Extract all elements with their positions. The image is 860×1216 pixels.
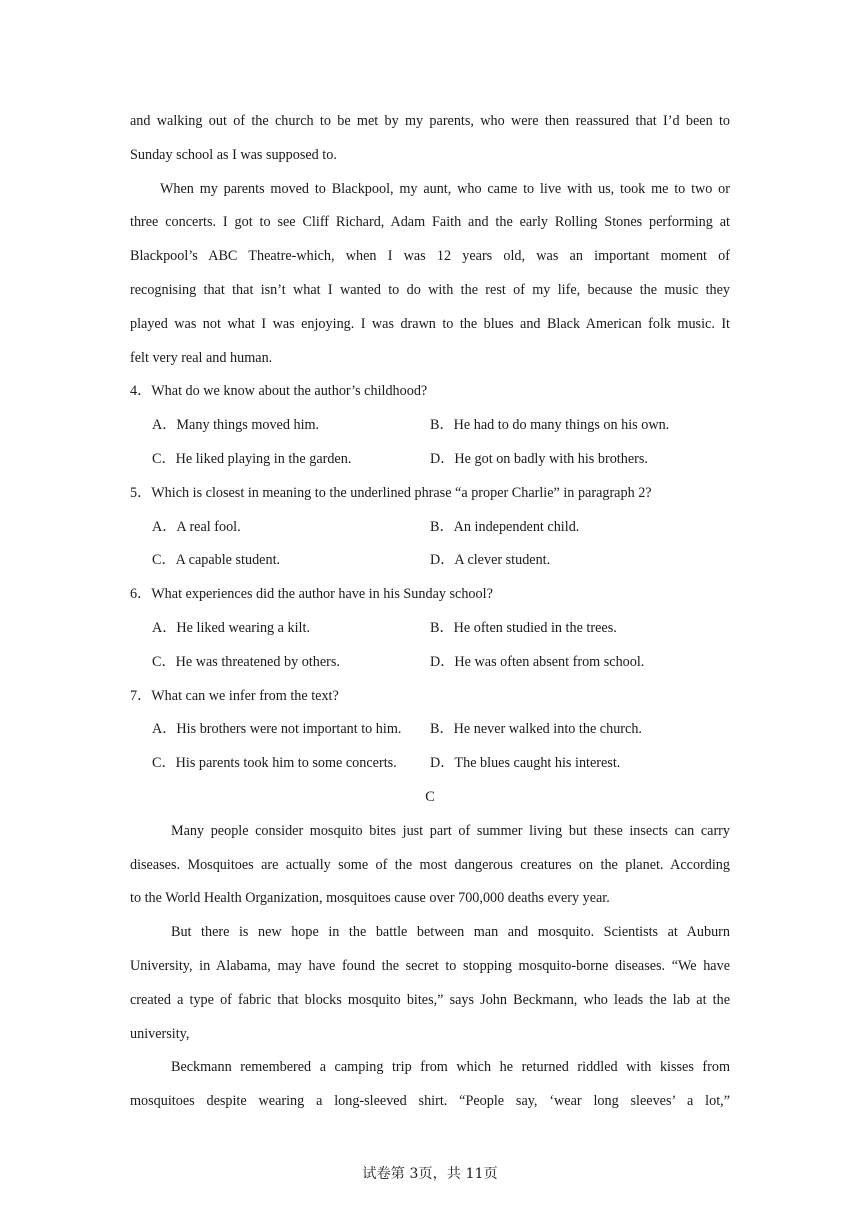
paragraph-beckmann: [130, 1051, 730, 1119]
option-d[interactable]: D．A clever student.: [430, 552, 551, 569]
paragraph-blackpool: [130, 173, 730, 376]
question-4: [130, 375, 730, 476]
option-c[interactable]: C．He was threatened by others.: [152, 653, 340, 670]
option-a[interactable]: A．His brothers were not important to him.: [152, 721, 402, 738]
text-line: to the World Health Organization, mosquitoes cause over 700,000 deaths every year.: [130, 890, 610, 907]
text-line: diseases. Mosquitoes are actually some of the most dangerous creatures on the planet. According: [130, 856, 730, 873]
text-line: three concerts. I got to see Cliff Richard, Adam Faith and the early Rolling Stones performing at: [130, 214, 730, 231]
option-row: [130, 646, 730, 680]
question-stem: 7．What can we infer from the text?: [130, 687, 339, 704]
text-line: Sunday school as I was supposed to.: [130, 146, 337, 163]
question-stem: 5．Which is closest in meaning to the underlined phrase “a proper Charlie” in paragraph 2?: [130, 484, 652, 501]
option-row: [130, 713, 730, 747]
question-7: [130, 680, 730, 781]
option-c[interactable]: C．His parents took him to some concerts.: [152, 755, 397, 772]
option-c[interactable]: C．He liked playing in the garden.: [152, 450, 352, 467]
paragraph-auburn: [130, 916, 730, 1051]
text-line: mosquitoes despite wearing a long-sleeved shirt. “People say, ‘wear long sleeves’ a lot,”: [130, 1093, 730, 1110]
option-b[interactable]: B．He never walked into the church.: [430, 721, 642, 738]
text-line: Beckmann remembered a camping trip from which he returned riddled with kisses from: [171, 1059, 730, 1076]
text-line: created a type of fabric that blocks mosquito bites,” says John Beckmann, who leads the lab at the: [130, 991, 730, 1008]
option-row: [130, 544, 730, 578]
option-a[interactable]: A．Many things moved him.: [152, 417, 320, 434]
section-heading: C: [425, 788, 435, 805]
text-line: University, in Alabama, may have found the secret to stopping mosquito-borne diseases. “We have: [130, 957, 730, 974]
text-line: But there is new hope in the battle between man and mosquito. Scientists at Auburn: [171, 924, 730, 941]
question-stem: 6．What experiences did the author have in his Sunday school?: [130, 586, 493, 603]
option-d[interactable]: D．He got on badly with his brothers.: [430, 450, 648, 467]
option-b[interactable]: B．He often studied in the trees.: [430, 619, 617, 636]
option-row: [130, 747, 730, 781]
text-line: When my parents moved to Blackpool, my aunt, who came to live with us, took me to two or: [160, 180, 730, 197]
document-page: [130, 105, 730, 1119]
option-a[interactable]: A．He liked wearing a kilt.: [152, 619, 310, 636]
question-5: [130, 477, 730, 578]
option-row: [130, 409, 730, 443]
option-b[interactable]: B．An independent child.: [430, 518, 580, 535]
text-line: Blackpool’s ABC Theatre-which, when I was 12 years old, was an important moment of: [130, 248, 730, 265]
text-line: Many people consider mosquito bites just part of summer living but these insects can carry: [171, 822, 730, 839]
option-c[interactable]: C．A capable student.: [152, 552, 281, 569]
text-line: and walking out of the church to be met by my parents, who were then reassured that I’d been to: [130, 113, 730, 129]
text-line: felt very real and human.: [130, 349, 273, 366]
text-line: university,: [130, 1025, 190, 1042]
option-a[interactable]: A．A real fool.: [152, 518, 241, 535]
option-row: [130, 511, 730, 545]
question-6: [130, 578, 730, 679]
option-row: [130, 443, 730, 477]
option-d[interactable]: D．The blues caught his interest.: [430, 755, 621, 772]
option-row: [130, 612, 730, 646]
paragraph-continuation: [130, 105, 730, 173]
option-b[interactable]: B．He had to do many things on his own.: [430, 417, 670, 434]
question-stem: 4．What do we know about the author’s childhood?: [130, 383, 428, 400]
page-footer: 试卷第 3页，共 11页: [362, 1166, 498, 1182]
text-line: recognising that that isn’t what I wanted to do with the rest of my life, because the music they: [130, 281, 730, 298]
text-line: played was not what I was enjoying. I was drawn to the blues and Black American folk music. It: [130, 315, 730, 332]
option-d[interactable]: D．He was often absent from school.: [430, 653, 645, 670]
paragraph-mosquito-intro: [130, 815, 730, 916]
